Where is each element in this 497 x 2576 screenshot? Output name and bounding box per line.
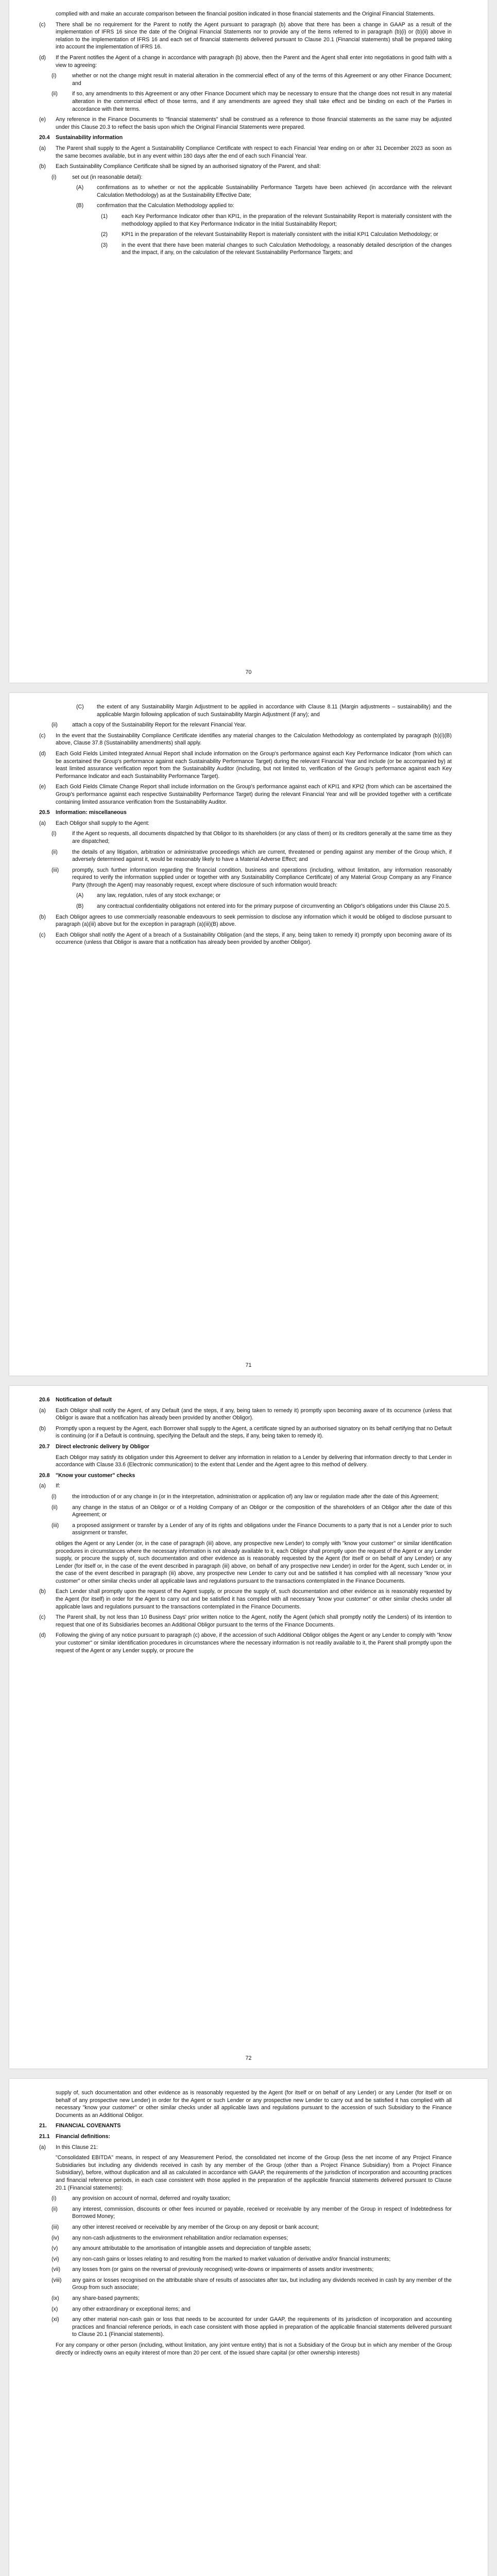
clause-number: (c): [39, 1614, 46, 1621]
clause-number: 20.8: [39, 1472, 50, 1479]
clause-paragraph: [52, 1493, 452, 1501]
clause-text: a proposed assignment or transfer by a Lender of any of its rights and obligations under the Finance Documents to a party that is not a Lender prior to such assignment or transfer,: [72, 1522, 452, 1536]
page-body: [9, 2079, 488, 2357]
clause-paragraph: [39, 1425, 452, 1440]
clause-number: (a): [39, 1407, 46, 1414]
page-body: [9, 0, 488, 257]
clause-number: (xi): [52, 2316, 59, 2323]
page-body: [9, 1386, 488, 1654]
clause-text: If:: [56, 1483, 60, 1489]
clause-paragraph: [52, 2256, 452, 2263]
clause-paragraph: [76, 202, 452, 210]
clause-number: (c): [39, 21, 46, 28]
clause-number: (b): [39, 913, 46, 920]
clause-number: 20.7: [39, 1443, 50, 1450]
clause-paragraph: [39, 1632, 452, 1654]
clause-text: In this Clause 21:: [56, 2144, 98, 2150]
clause-text: Each Obligor shall supply to the Agent:: [56, 820, 149, 826]
clause-text: FINANCIAL COVENANTS: [56, 2123, 121, 2129]
clause-paragraph: [52, 2306, 452, 2313]
clause-text: "Know your customer" checks: [56, 1472, 135, 1479]
clause-text: whether or not the change might result in material alteration in the commercial effect of any of the terms of this Agreement or any other Finance Document; and: [72, 73, 452, 87]
clause-number: (a): [39, 1483, 46, 1489]
clause-number: (a): [39, 145, 46, 151]
clause-paragraph: [52, 2206, 452, 2221]
clause-text: supply of, such documentation and other evidence as is reasonably requested by the Agent (for itself or on behalf of any Lender) or any Lender (for itself or on behalf of any prospective new Lender) in order for the Agent or such Lender or any prospective new Lender to carry out and be satisfied it has complied with all necessary "know your customer" or other similar checks under all applicable laws and regulations pursuant to the accession of such Subsidiary to the Finance Documents as an Additional Obligor.: [56, 2090, 452, 2119]
clause-number: (ii): [52, 2206, 58, 2212]
section-heading: [39, 809, 452, 817]
clause-number: (a): [39, 820, 46, 826]
clause-paragraph: [39, 1614, 452, 1629]
clause-number: 20.6: [39, 1397, 50, 1403]
clause-number: (B): [76, 903, 84, 910]
clause-text: "Consolidated EBITDA" means, in respect of any Measurement Period, the consolidated net income of the Group (less the net income of any Project Finance Subsidiaries but including any dividends received in cash by any member of the Group (other than a Project Finance Subsidiary) from a Project Finance Subsidiary), before, without duplication and all as calculated in accordance with GAAP, the requirements of the jurisdiction of incorporation and accounting practices and financial reference periods, in each case consistent with those applied in the preparation of the applicable financial statements delivered pursuant to Clause 20.1 (Financial statements):: [56, 2155, 452, 2191]
clause-text: The Parent shall supply to the Agent a Sustainability Compliance Certificate with respect to each Financial Year ending on or after 31 December 2023 as soon as the same becomes available, but in any event within 180 days after the end of each such Financial Year.: [56, 145, 452, 159]
clause-number: (b): [39, 1588, 46, 1595]
clause-paragraph: [39, 820, 452, 827]
clause-paragraph: [39, 21, 452, 51]
clause-number: (ii): [52, 849, 58, 855]
clause-paragraph: [56, 10, 452, 18]
clause-number: (d): [39, 750, 46, 757]
section-heading: [39, 1396, 452, 1404]
clause-paragraph: [52, 2224, 452, 2231]
clause-number: (a): [39, 2144, 46, 2150]
clause-text: Each Gold Fields Climate Change Report shall include information on the Group's performance against each of KPI1 and KPI2 (from which can be ascertained the Group's performance against each respective Sustainability Performance Target) during the relevant Financial Year and will be provided together with a certificate containing limited assurance verification from the Sustainability Auditor.: [56, 784, 452, 805]
clause-paragraph: [39, 1482, 452, 1490]
clause-paragraph: [39, 116, 452, 131]
section-heading: [39, 1443, 452, 1451]
clause-number: (iv): [52, 2234, 59, 2241]
clause-text: if so, any amendments to this Agreement or any other Finance Document which may be necessary to ensure that the change does not result in any material alteration in the commercial effect of those terms, and if any amendments are agreed they shall take effect and be binding on each of the Parties in accordance with their terms.: [72, 91, 452, 112]
clause-text: in the event that there have been material changes to such Calculation Methodology, a reasonably detailed description of the changes and the impact, if any, on the calculation of the relevant Sustainability Performance Targets; and: [122, 242, 452, 256]
clause-paragraph: [39, 750, 452, 780]
clause-text: Any reference in the Finance Documents to "financial statements" shall be construed as a reference to those financial statements as the same may be adjusted under this Clause 20.3 to reflect the basis upon which the Original Financial Statements were prepared.: [56, 116, 452, 130]
clause-text: Sustainability information: [56, 134, 123, 141]
clause-text: promptly, such further information regarding the financial condition, business and operations (including, without limitation, any information reasonably required to verify the information supplied under or together with any Sustainability Compliance Certificate) of any Material Group Company as any Finance Party (through the Agent) may reasonably request, except where disclosure of such information would breach:: [72, 867, 452, 888]
clause-paragraph: [39, 145, 452, 160]
clause-paragraph: [39, 1540, 452, 1585]
clause-paragraph: [52, 2277, 452, 2292]
clause-text: Direct electronic delivery by Obligor: [56, 1443, 149, 1450]
clause-number: (i): [52, 2195, 57, 2202]
clause-paragraph: [39, 1407, 452, 1422]
clause-text: any other material non-cash gain or loss that needs to be accounted for under GAAP, the requirements of its jurisdiction of incorporation and accounting practices and financial reference periods, in each case consistent with those applied in preparation of the applicable financial statements delivered pursuant to Clause 20.1 (Financial statements).: [72, 2316, 452, 2338]
clause-text: Information: miscellaneous: [56, 809, 127, 816]
clause-number: (C): [76, 704, 84, 710]
section-heading: [39, 1472, 452, 1480]
clause-text: Each Obligor may satisfy its obligation under this Agreement to deliver any information in relation to a Lender by delivering that information directly to that Lender in accordance with Clause 33.6 (Electronic communication) to the extent that Lender and the Agent agree to this method of delivery.: [56, 1454, 452, 1468]
clause-text: If the Parent notifies the Agent of a change in accordance with paragraph (b) above, then the Parent and the Agent shall enter into negotiations in good faith with a view to agreeing:: [56, 54, 452, 69]
clause-number: (3): [101, 242, 108, 248]
document-page: [9, 1386, 488, 2069]
clause-text: any other extraordinary or exceptional items; and: [72, 2306, 191, 2312]
clause-number: (i): [52, 174, 57, 180]
clause-text: complied with and make an accurate comparison between the financial position indicated in those financial statements and the Original Financial Statements.: [56, 11, 435, 17]
clause-paragraph: [76, 184, 452, 199]
page-number: 72: [245, 2055, 252, 2061]
document-page: [9, 2079, 488, 2576]
clause-number: (i): [52, 831, 57, 837]
clause-number: (1): [101, 213, 108, 220]
clause-number: (c): [39, 732, 46, 739]
clause-text: confirmations as to whether or not the applicable Sustainability Performance Targets have been achieved (in accordance with the relevant Calculation Methodology) as at the Sustainability Effective Date;: [97, 184, 452, 198]
clause-text: confirmation that the Calculation Methodology applied to:: [97, 202, 234, 209]
clause-paragraph: [39, 2342, 452, 2357]
clause-text: any non-cash gains or losses relating to and resulting from the marked to market valuation of derivative and/or financial instruments;: [72, 2256, 391, 2262]
clause-paragraph: [52, 2234, 452, 2242]
clause-text: Each Gold Fields Limited Integrated Annual Report shall include information on the Group's performance against each Key Performance Indicator (from which can be ascertained the Group's performance against each Sustainability Performance Target) during the relevant Financial Year and include (or be accompanied by) at least limited assurance verification report from the Sustainability Auditor (including, but not limited to, verification of the Group's performance against each Key Performance Indicator and each Sustainability Performance Target).: [56, 750, 452, 779]
clause-text: any other interest received or receivable by any member of the Group on any deposit or bank account;: [72, 2224, 319, 2230]
clause-paragraph: [39, 2154, 452, 2192]
clause-number: (iii): [52, 2224, 59, 2230]
clause-text: set out (in reasonable detail):: [72, 174, 143, 180]
clause-text: Financial definitions:: [56, 2133, 110, 2140]
page-number: 71: [245, 1362, 252, 1368]
section-heading: [39, 134, 452, 142]
clause-number: (ii): [52, 722, 58, 728]
clause-text: Each Obligor shall notify the Agent, of any Default (and the steps, if any, being taken to remedy it) promptly upon becoming aware of its occurrence (unless that Obligor is aware that a notification has already been provided by another Obligor).: [56, 1407, 452, 1421]
clause-text: any change in the status of an Obligor or of a Holding Company of an Obligor or the composition of the shareholders of an Obligor after the date of this Agreement; or: [72, 1504, 452, 1518]
clause-paragraph: [52, 2295, 452, 2302]
clause-number: (e): [39, 784, 46, 790]
page-number: 70: [245, 669, 252, 675]
clause-number: (ii): [52, 1504, 58, 1511]
clause-number: (viii): [52, 2277, 62, 2283]
clause-paragraph: [52, 1504, 452, 1519]
clause-number: 20.4: [39, 134, 50, 141]
clause-paragraph: [101, 242, 452, 257]
clause-number: (2): [101, 231, 108, 238]
clause-paragraph: [101, 231, 452, 239]
clause-number: (vi): [52, 2256, 59, 2262]
clause-paragraph: [52, 867, 452, 889]
clause-text: The Parent shall, by not less than 10 Business Days' prior written notice to the Agent, notify the Agent (which shall promptly notify the Lenders) of its intention to request that one of its Subsidiaries becomes an Additional Obligor pursuant to the terms of the Finance Documents.: [56, 1614, 452, 1628]
clause-number: (A): [76, 892, 84, 899]
clause-number: (iii): [52, 867, 59, 873]
clause-number: (ix): [52, 2295, 59, 2302]
clause-paragraph: [39, 2089, 452, 2119]
clause-number: (i): [52, 73, 57, 79]
clause-number: (b): [39, 1425, 46, 1432]
clause-text: KPI1 in the preparation of the relevant Sustainability Report is materially consistent with the initial KPI1 Calculation Methodology; or: [122, 231, 438, 238]
document-page: [9, 693, 488, 1376]
clause-number: (i): [52, 1493, 57, 1500]
clause-text: In the event that the Sustainability Compliance Certificate identifies any material changes to the Calculation Methodology as contemplated by paragraph (b)(i)(B) above, Clause 37.8 (Sustainability amendments) shall apply.: [56, 732, 452, 747]
clause-text: Following the giving of any notice pursuant to paragraph (c) above, if the accession of such Additional Obligor obliges the Agent or any Lender to comply with "know your customer" or similar identification procedures in circumstances where the necessary information is not readily available to it, the Parent shall promptly upon the request of the Agent or any Lender supply, or procure the: [56, 1632, 452, 1654]
clause-paragraph: [39, 732, 452, 747]
clause-text: Each Obligor agrees to use commercially reasonable endeavours to seek permission to disclose any information which it would be obliged to disclose pursuant to paragraph (a)(iii) above but for the exception in paragraph (a)(iii)(B) above.: [56, 913, 452, 928]
clause-number: (c): [39, 931, 46, 938]
clause-paragraph: [39, 54, 452, 69]
clause-paragraph: [52, 2316, 452, 2338]
clause-paragraph: [39, 783, 452, 806]
clause-number: (iii): [52, 1522, 59, 1529]
page-body: [9, 693, 488, 946]
clause-paragraph: [39, 2144, 452, 2151]
clause-paragraph: [39, 1454, 452, 1469]
clause-paragraph: [39, 163, 452, 171]
clause-text: any contractual confidentiality obligations not entered into for the primary purpose of circumventing an Obligor's obligations under this Clause 20.5.: [97, 903, 451, 910]
clause-number: (v): [52, 2245, 58, 2252]
clause-text: There shall be no requirement for the Parent to notify the Agent pursuant to paragraph (b) above that there has been a change in GAAP as a result of the implementation of IFRS 16 since the date of the Original Financial Statements nor to provide any of the items referred to in paragraph (b)(i) or (b)(ii) above in relation to the implementation of IFRS 16 and each set of financial statements delivered pursuant to Clause 20.1 (Financial statements) shall be prepared taking into account the implementation of IFRS 16.: [56, 21, 452, 50]
document-page: [9, 0, 488, 683]
clause-paragraph: [39, 1588, 452, 1611]
clause-paragraph: [52, 72, 452, 87]
clause-text: the introduction of or any change in (or in the interpretation, administration or application of) any law or regulation made after the date of this Agreement;: [72, 1493, 439, 1500]
clause-text: the extent of any Sustainability Margin Adjustment to be applied in accordance with Clause 8.11 (Margin adjustments – sustainability) and the applicable Margin following application of such Sustainability Margin Adjustment (if any); and: [97, 704, 452, 718]
clause-text: the details of any litigation, arbitration or administrative proceedings which are current, threatened or pending against any member of the Group which, if adversely determined against it, would be reasonably likely to have a Material Adverse Effect; and: [72, 849, 452, 863]
clause-text: any share-based payments;: [72, 2295, 140, 2302]
clause-paragraph: [76, 892, 452, 900]
clause-text: any non-cash adjustments to the environment rehabilitation and/or reclamation expenses;: [72, 2234, 288, 2241]
clause-number: (B): [76, 202, 84, 209]
clause-number: (vii): [52, 2266, 61, 2273]
clause-number: (d): [39, 1632, 46, 1639]
clause-text: any law, regulation, rules of any stock exchange; or: [97, 892, 221, 899]
section-heading: [39, 2133, 452, 2141]
clause-text: any interest, commission, discounts or other fees incurred or payable, received or receivable by any member of the Group in respect of Indebtedness for Borrowed Money;: [72, 2206, 452, 2220]
clause-text: Each Sustainability Compliance Certificate shall be signed by an authorised signatory of the Parent, and shall:: [56, 163, 321, 170]
clause-paragraph: [52, 174, 452, 181]
clause-number: (A): [76, 184, 84, 191]
clause-text: Each Lender shall promptly upon the request of the Agent supply, or procure the supply of, such documentation and other evidence as is reasonably requested by the Agent (for itself) in order for the Agent to carry out and be satisfied it has complied with all necessary "know your customer" or other similar checks under all applicable laws and regulations pursuant to the transactions contemplated in the Finance Documents.: [56, 1588, 452, 1610]
clause-text: any amount attributable to the amortisation of intangible assets and depreciation of tangible assets;: [72, 2245, 312, 2252]
clause-text: Promptly upon a request by the Agent, each Borrower shall supply to the Agent, a certificate signed by an authorised signatory on its behalf certifying that no Default is continuing (or if a Default is continuing, specifying the Default and the steps, if any, being taken to remedy it).: [56, 1425, 452, 1439]
clause-paragraph: [76, 703, 452, 718]
clause-text: if the Agent so requests, all documents dispatched by that Obligor to its shareholders (or any class of them) or its creditors generally at the same time as they are dispatched;: [72, 831, 452, 844]
clause-number: 20.5: [39, 809, 50, 816]
section-heading: [39, 2122, 452, 2130]
clause-text: Notification of default: [56, 1397, 112, 1403]
clause-paragraph: [52, 830, 452, 845]
clause-text: attach a copy of the Sustainability Report for the relevant Financial Year.: [72, 722, 247, 728]
clause-paragraph: [52, 1522, 452, 1537]
clause-text: any provision on account of normal, deferred and royalty taxation;: [72, 2195, 231, 2202]
clause-paragraph: [76, 903, 452, 910]
clause-number: (b): [39, 163, 46, 170]
clause-paragraph: [52, 2195, 452, 2202]
clause-number: 21.: [39, 2123, 47, 2129]
clause-paragraph: [52, 2245, 452, 2252]
clause-text: each Key Performance Indicator other than KPI1, in the preparation of the relevant Sustainability Report is materially consistent with the methodology applied to that Key Performance Indicator in the Initial Sustainability Report;: [122, 213, 452, 227]
clause-number: (ii): [52, 91, 58, 97]
clause-text: obliges the Agent or any Lender (or, in the case of paragraph (iii) above, any prospective new Lender) to comply with "know your customer" or similar identification procedures in circumstances where the necessary information is not already available to it, each Obligor shall promptly upon the request of the Agent or any Lender supply, or procure the supply of, such documentation and other evidence as is reasonably requested by the Agent (for itself or on behalf of any Lender) or any Lender (for itself or, in the case of the event described in paragraph (iii) above, on behalf of any prospective new Lender) in order for the Agent, such Lender or, in the case of the event described in paragraph (iii) above, any prospective new Lender to carry out and be satisfied it has complied with all necessary "know your customer" or other similar checks under all applicable laws and regulations pursuant to the transactions contemplated in the Finance Documents.: [56, 1540, 452, 1584]
clause-text: any losses from (or gains on the reversal of previously recognised) write-downs or impairments of assets and/or investments;: [72, 2266, 374, 2273]
clause-number: (e): [39, 116, 46, 123]
clause-text: any gains or losses recognised on the attributable share of results of associates after tax, but including any dividends received in cash by any member of the Group from such associate;: [72, 2277, 452, 2291]
clause-text: Each Obligor shall notify the Agent of a breach of a Sustainability Obligation (and the steps, if any, being taken to remedy it) promptly upon becoming aware of its occurrence (unless that Obligor is aware that a notification has already been provided by another Obligor).: [56, 931, 452, 946]
clause-number: 21.1: [39, 2133, 50, 2140]
clause-paragraph: [52, 90, 452, 113]
clause-number: (x): [52, 2306, 58, 2312]
clause-paragraph: [101, 213, 452, 228]
clause-paragraph: [52, 849, 452, 863]
clause-paragraph: [52, 2266, 452, 2274]
clause-text: For any company or other person (including, without limitation, any joint venture entity) that is not a Subsidiary of the Group but in which any member of the Group directly or indirectly owns an equity interest of more than 20 per cent. of the issued share capital (or other ownership interests): [56, 2342, 452, 2356]
clause-paragraph: [52, 721, 452, 729]
clause-number: (d): [39, 54, 46, 61]
clause-paragraph: [39, 913, 452, 928]
clause-paragraph: [39, 931, 452, 946]
